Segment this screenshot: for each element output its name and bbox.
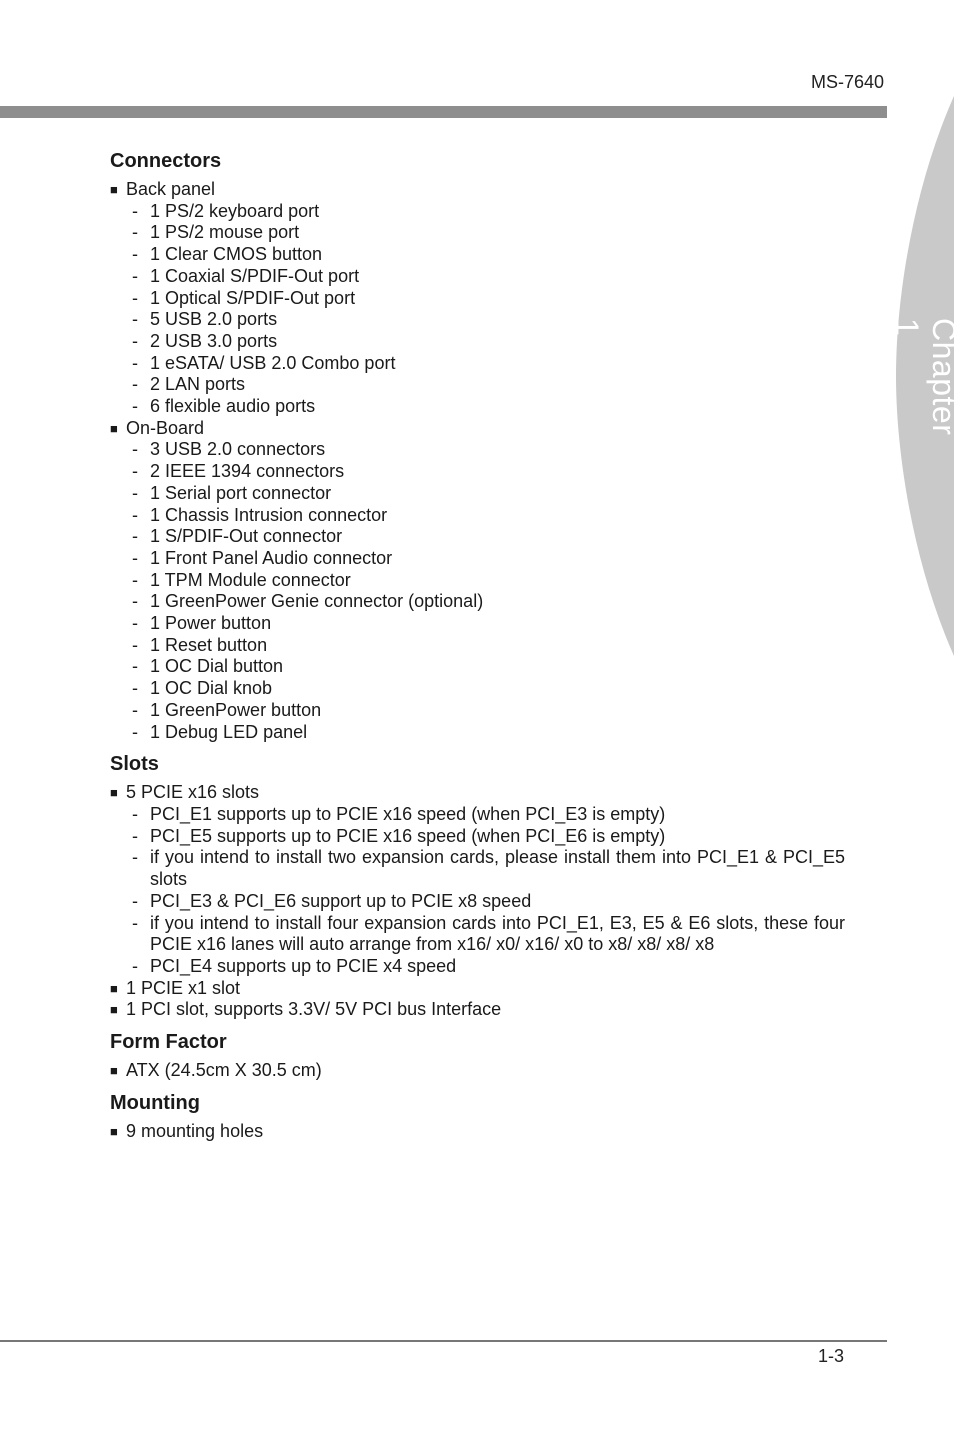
sub-item: - 6 flexible audio ports — [110, 396, 845, 418]
bullet-item: ■ ATX (24.5cm X 30.5 cm) — [110, 1060, 845, 1082]
sub-item: - 1 S/PDIF-Out connector — [110, 526, 845, 548]
footer-rule — [0, 1340, 887, 1342]
sub-item: - 1 TPM Module connector — [110, 570, 845, 592]
section-heading: Form Factor — [110, 1031, 227, 1054]
section-heading: Slots — [110, 753, 159, 776]
page-number: 1-3 — [818, 1346, 845, 1366]
sub-item: - 1 Reset button — [110, 635, 845, 657]
sub-item: - 1 Clear CMOS button — [110, 244, 845, 266]
bullet-item: ■ 1 PCI slot, supports 3.3V/ 5V PCI bus Interface — [110, 999, 845, 1021]
sub-item: - 1 Serial port connector — [110, 483, 845, 505]
section-form-factor — [110, 1031, 845, 1082]
sub-item: - 1 OC Dial knob — [110, 678, 845, 700]
bullet-list — [110, 1060, 845, 1082]
sub-item: - 3 USB 2.0 connectors — [110, 439, 845, 461]
bullet-list — [110, 179, 845, 743]
sub-list — [110, 804, 845, 978]
section-connectors — [110, 150, 845, 743]
section-heading: Connectors — [110, 150, 222, 172]
sub-item: - 1 Optical S/PDIF-Out port — [110, 288, 845, 310]
bullet-list — [110, 1121, 845, 1143]
sub-item: - 1 GreenPower button — [110, 700, 845, 722]
sub-item: - 1 PS/2 keyboard port — [110, 201, 845, 223]
bullet-item: ■ Back panel — [110, 179, 845, 201]
section-heading: Mounting — [110, 1091, 200, 1114]
sub-item: - 1 Debug LED panel — [110, 722, 845, 744]
sub-item: - 2 IEEE 1394 connectors — [110, 461, 845, 483]
model-number: MS-7640 — [810, 72, 884, 92]
sub-item: - 1 eSATA/ USB 2.0 Combo port — [110, 353, 845, 375]
sub-item: - 1 GreenPower Genie connector (optional) — [110, 591, 845, 613]
sub-item: - if you intend to install four expansion cards into PCI_E1, E3, E5 & E6 slots, these four PCIE x16 lanes will auto arrange from x16/ x0/ x16/ x0 to x8/ x8/ x8/ x8 — [110, 913, 845, 956]
sub-item: - 1 Power button — [110, 613, 845, 635]
sub-item: - 1 PS/2 mouse port — [110, 222, 845, 244]
sub-item: - 2 USB 3.0 ports — [110, 331, 845, 353]
sub-item: - PCI_E3 & PCI_E6 support up to PCIE x8 speed — [110, 891, 845, 913]
sub-item: - PCI_E5 supports up to PCIE x16 speed (when PCI_E6 is empty) — [110, 826, 845, 848]
sub-item: - 1 Coaxial S/PDIF-Out port — [110, 266, 845, 288]
spec-content — [110, 150, 845, 1152]
bullet-item: ■ 1 PCIE x1 slot — [110, 978, 845, 1000]
bullet-list — [110, 782, 845, 1021]
sub-item: - 1 Front Panel Audio connector — [110, 548, 845, 570]
sub-item: - 1 Chassis Intrusion connector — [110, 505, 845, 527]
sub-list — [110, 439, 845, 743]
bullet-item: ■ 9 mounting holes — [110, 1121, 845, 1143]
bullet-item: ■ On-Board — [110, 418, 845, 440]
bullet-item: ■ 5 PCIE x16 slots — [110, 782, 845, 804]
sub-item: - if you intend to install two expansion cards, please install them into PCI_E1 & PCI_E5 slots — [110, 847, 845, 890]
chapter-tab-label: Chapter 1 — [889, 318, 962, 436]
section-slots — [110, 753, 845, 1021]
sub-item: - 1 OC Dial button — [110, 656, 845, 678]
sub-item: - PCI_E4 supports up to PCIE x4 speed — [110, 956, 845, 978]
sub-list — [110, 201, 845, 418]
header-bar — [0, 106, 887, 118]
section-mounting — [110, 1092, 845, 1143]
sub-item: - PCI_E1 supports up to PCIE x16 speed (when PCI_E3 is empty) — [110, 804, 845, 826]
sub-item: - 5 USB 2.0 ports — [110, 309, 845, 331]
sub-item: - 2 LAN ports — [110, 374, 845, 396]
